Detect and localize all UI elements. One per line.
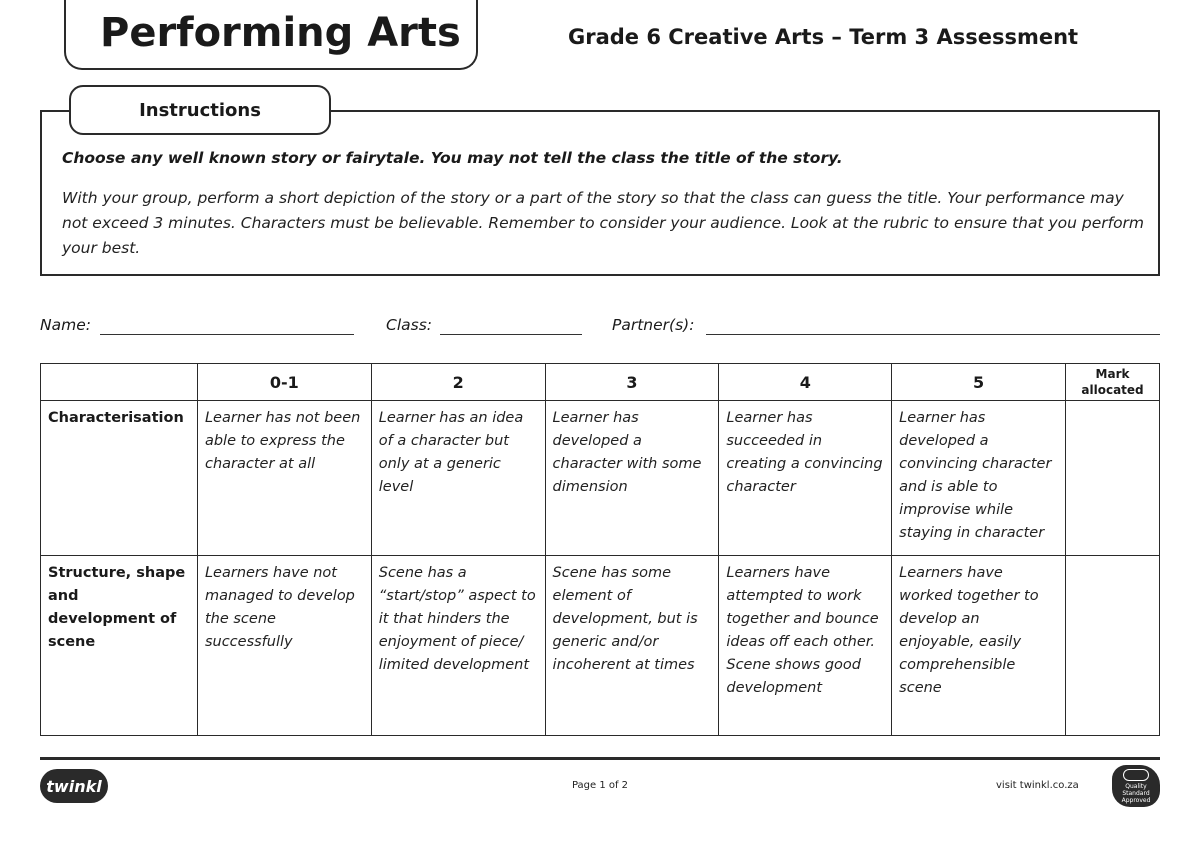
instructions-heading: Instructions — [139, 99, 261, 121]
rubric-table — [40, 363, 1160, 736]
rubric-cell: Learners have attempted to work together and bounce ideas off each other. Scene shows good development — [719, 556, 892, 736]
class-field[interactable] — [440, 334, 582, 335]
rubric-cell: Learner has not been able to express the character at all — [197, 401, 371, 556]
footer-divider — [40, 757, 1160, 760]
header-mark-allocated: Mark allocated — [1066, 364, 1160, 401]
rubric-cell: Scene has some element of development, but is generic and/or incoherent at times — [545, 556, 719, 736]
rubric-cell: Learner has an idea of a character but only at a generic level — [371, 401, 545, 556]
rubric-cell: Learner has developed a convincing character and is able to improvise while staying in character — [892, 401, 1066, 556]
header-score-3: 3 — [545, 364, 719, 401]
page-number: Page 1 of 2 — [571, 780, 629, 791]
table-row — [41, 556, 1160, 736]
header-score-0-1: 0-1 — [197, 364, 371, 401]
rubric-header-row — [41, 364, 1160, 401]
visit-link[interactable]: visit twinkl.co.za — [996, 780, 1079, 791]
criterion-label: Structure, shape and development of scene — [41, 556, 198, 736]
partners-label: Partner(s): — [612, 316, 695, 334]
class-label: Class: — [386, 316, 433, 334]
instructions-bold-line: Choose any well known story or fairytale. You may not tell the class the title of the story. — [62, 149, 843, 167]
instructions-body: With your group, perform a short depiction of the story or a part of the story so that the class can guess the title. Your performance may not exceed 3 minutes. Characters must be believable. Remember to consider your audience. Look at the rubric to ensure that you perform your best. — [62, 189, 1145, 257]
badge-logo-icon — [1123, 769, 1149, 781]
page-subtitle: Grade 6 Creative Arts – Term 3 Assessment — [568, 25, 1079, 49]
criterion-label: Characterisation — [41, 401, 198, 556]
partners-field[interactable] — [706, 334, 1160, 335]
page-title: Performing Arts — [100, 10, 461, 56]
name-label: Name: — [40, 316, 91, 334]
instructions-tab — [69, 85, 331, 135]
rubric-cell: Learner has developed a character with some dimension — [545, 401, 719, 556]
quality-badge-icon — [1112, 765, 1160, 807]
rubric-cell: Learners have worked together to develop an enjoyable, easily comprehensible scene — [892, 556, 1066, 736]
name-field[interactable] — [100, 334, 354, 335]
header-score-2: 2 — [371, 364, 545, 401]
student-fields — [40, 316, 1160, 338]
rubric-cell: Scene has a “start/stop” aspect to it that hinders the enjoyment of piece/ limited development — [371, 556, 545, 736]
header-score-5: 5 — [892, 364, 1066, 401]
header-score-4: 4 — [719, 364, 892, 401]
badge-text: Quality Standard Approved — [1121, 782, 1151, 804]
header-blank — [41, 364, 198, 401]
twinkl-logo: twinkl — [40, 769, 108, 803]
mark-cell[interactable] — [1066, 401, 1160, 556]
rubric-cell: Learner has succeeded in creating a convincing character — [719, 401, 892, 556]
table-row — [41, 401, 1160, 556]
rubric-cell: Learners have not managed to develop the scene successfully — [197, 556, 371, 736]
mark-cell[interactable] — [1066, 556, 1160, 736]
